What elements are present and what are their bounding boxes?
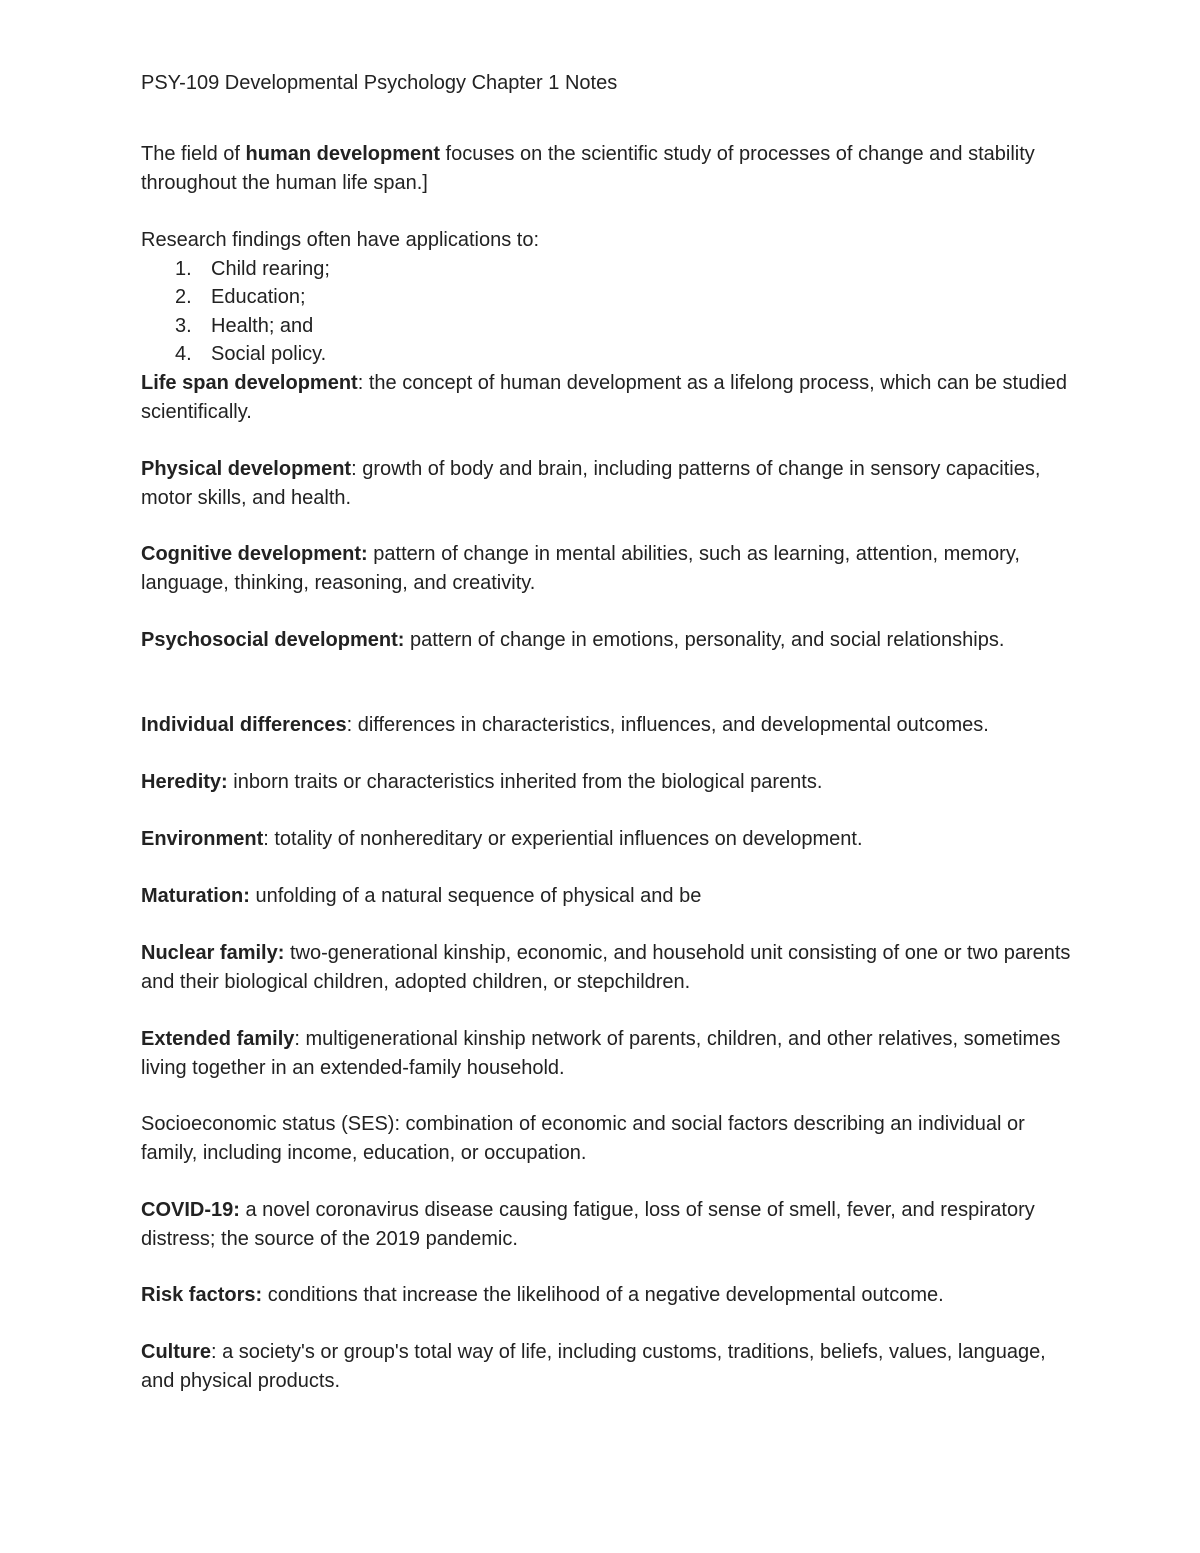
definition-life-span: [141, 369, 1071, 426]
list-item: [141, 255, 1071, 284]
definition-term: Psychosocial development:: [141, 629, 405, 651]
list-item-number: 3.: [175, 314, 192, 337]
definition-separator: :: [351, 458, 357, 480]
definition-term: Physical development: [141, 458, 352, 480]
list-item: [141, 340, 1071, 369]
list-item-text: Education;: [211, 286, 306, 309]
list-item-text: Social policy.: [211, 343, 327, 366]
definition-text: a novel coronavirus disease causing fatigue, loss of sense of smell, fever, and respiratory distress; the source of the 2019 pandemic.: [141, 1199, 1035, 1250]
list-item-text: Child rearing;: [211, 257, 330, 280]
definition-text: conditions that increase the likelihood of a negative developmental outcome.: [262, 1284, 944, 1306]
intro-pre: The field of: [141, 143, 246, 165]
definition-text: inborn traits or characteristics inherited from the biological parents.: [227, 771, 823, 793]
definition-environment: [141, 825, 1071, 854]
applications-list: [141, 255, 1071, 369]
list-item: [141, 312, 1071, 341]
definition-socioeconomic-status: [141, 1110, 1071, 1167]
definition-term: COVID-19:: [141, 1199, 240, 1221]
definition-text: totality of nonhereditary or experiential influences on development.: [268, 828, 863, 850]
intro-term: human development: [245, 143, 440, 165]
research-heading: Research findings often have applications to:: [141, 229, 540, 251]
definition-separator: :: [357, 372, 364, 394]
definition-risk-factors: [141, 1281, 1071, 1310]
definition-separator: :: [263, 828, 269, 850]
list-item-number: 1.: [175, 257, 192, 280]
definition-separator: :: [346, 714, 353, 736]
definition-separator: :: [211, 1341, 217, 1363]
definition-term: Socioeconomic status (SES): [141, 1113, 395, 1135]
intro-post: focuses on the scientific study of processes of change and stability throughout the human life span.]: [141, 143, 1035, 194]
definition-text: growth of body and brain, including patterns of change in sensory capacities, motor skills, and health.: [141, 458, 1041, 509]
definition-maturation: [141, 882, 1071, 911]
definition-term: Individual differences: [141, 714, 347, 736]
list-item-text: Health; and: [211, 314, 314, 337]
intro-paragraph: [141, 140, 1071, 197]
definition-extended-family: [141, 1025, 1071, 1082]
definition-cognitive: [141, 540, 1071, 597]
definition-term: Nuclear family:: [141, 942, 285, 964]
definition-text: differences in characteristics, influences, and developmental outcomes.: [352, 714, 989, 736]
list-item: [141, 283, 1071, 312]
definition-heredity: [141, 768, 1071, 797]
definition-culture: [141, 1338, 1071, 1395]
definition-text: pattern of change in mental abilities, such as learning, attention, memory, language, thinking, reasoning, and creativity.: [141, 543, 1020, 594]
definition-covid-19: [141, 1196, 1071, 1253]
definition-term: Cognitive development:: [141, 543, 368, 565]
definition-physical: [141, 455, 1071, 512]
definition-text: two-generational kinship, economic, and household unit consisting of one or two parents and their biological children, adopted children, or stepchildren.: [141, 942, 1071, 993]
definition-text: the concept of human development as a lifelong process, which can be studied scientifically.: [141, 372, 1068, 423]
definition-text: combination of economic and social factors describing an individual or family, including income, education, or occupation.: [141, 1113, 1025, 1164]
definition-text: multigenerational kinship network of parents, children, and other relatives, sometimes living together in an extended-family household.: [141, 1028, 1061, 1079]
definition-text: a society's or group's total way of life, including customs, traditions, beliefs, values, language, and physical products.: [141, 1341, 1046, 1392]
definition-term: Maturation:: [141, 885, 250, 907]
definition-term: Environment: [141, 828, 264, 850]
list-item-number: 2.: [175, 286, 192, 309]
definition-term: Extended family: [141, 1028, 295, 1050]
definition-individual-differences: [141, 711, 1101, 740]
definition-term: Heredity:: [141, 771, 228, 793]
definition-term: Life span development: [141, 372, 358, 394]
definition-term: Culture: [141, 1341, 211, 1363]
definition-term: Risk factors:: [141, 1284, 263, 1306]
definition-nuclear-family: [141, 939, 1071, 996]
definition-separator: :: [394, 1113, 400, 1135]
definition-text: unfolding of a natural sequence of physical and be: [249, 885, 702, 907]
document-title: PSY-109 Developmental Psychology Chapter 1 Notes: [141, 72, 618, 94]
list-item-number: 4.: [175, 343, 192, 366]
research-section: [141, 226, 1071, 369]
definition-separator: :: [294, 1028, 300, 1050]
definition-psychosocial: [141, 626, 1071, 655]
definition-text: pattern of change in emotions, personality, and social relationships.: [404, 629, 1005, 651]
